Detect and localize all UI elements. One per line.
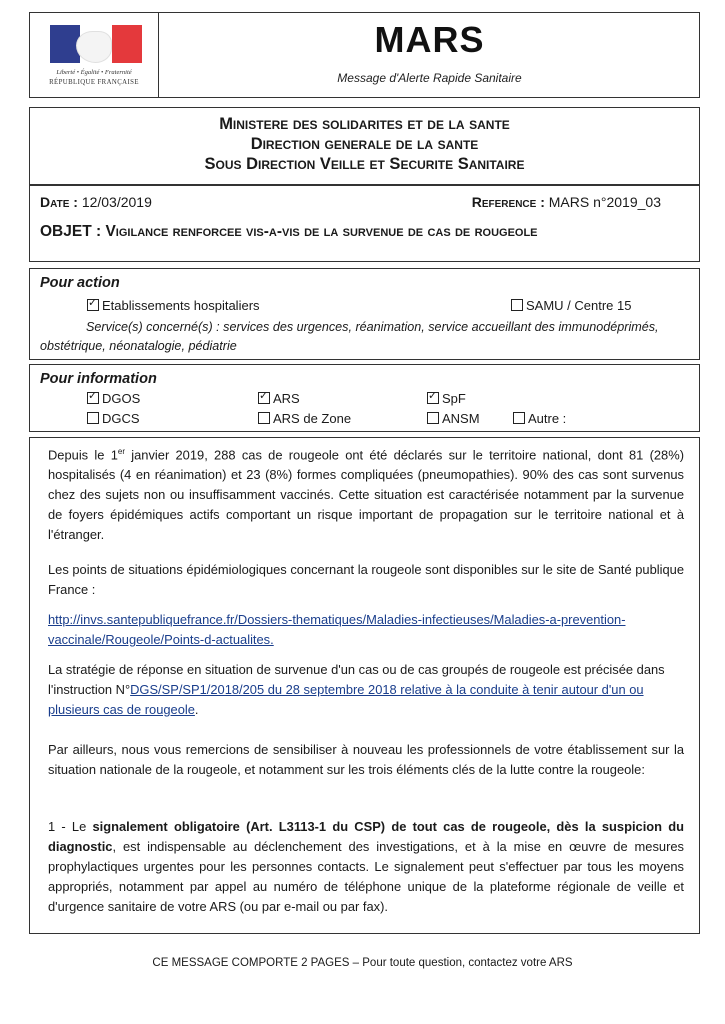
reference-field [472, 194, 661, 210]
checkbox-label: ARS [273, 391, 300, 406]
pour-information-box [29, 364, 700, 432]
paragraph-strategie: La stratégie de réponse en situation de survenue d'un cas ou de cas groupés de rougeole est précisée dans l'instruction N°DGS/SP/SP1/2018/205 du 28 septembre 2018 relative à la conduite à tenir autour d'un ou plusieurs cas de rougeole. [48, 662, 665, 717]
checkbox-checked-icon [87, 392, 99, 404]
objet-label: OBJET : [40, 223, 102, 240]
checkbox-checked-icon [258, 392, 270, 404]
checkbox-unchecked-icon [513, 412, 525, 424]
checkbox-checked-icon [427, 392, 439, 404]
checkbox-autre[interactable] [513, 411, 566, 426]
services-concernes: Service(s) concerné(s) : services des urgences, réanimation, service accueillant des immunodéprimés, obstétrique, néonatalogie, pédiatrie [40, 320, 659, 353]
logo-republic: RÉPUBLIQUE FRANÇAISE [49, 79, 139, 86]
checkbox-ars-zone[interactable] [258, 411, 351, 426]
ministry-box [29, 107, 700, 185]
meta-box [29, 185, 700, 262]
checkbox-unchecked-icon [427, 412, 439, 424]
marianne-logo-icon [50, 25, 142, 63]
paragraph-sensibiliser: Par ailleurs, nous vous remercions de sensibiliser à nouveau les professionnels de votre établissement sur la situation nationale de la rougeole, et notamment sur les trois éléments clés de la lutte contre la rougeole: [48, 742, 684, 777]
paragraph-situation: Depuis le 1er janvier 2019, 288 cas de rougeole ont été déclarés sur le territoire national, dont 81 (28%) hospitalisés (4 en réanimation) et 23 (8%) formes compliquées (pneumopathies). 90% des cas sont survenus chez des sujets non ou insuffisamment vaccinés. Cette situation est caractérisée notamment par la survenue de foyers épidémiques actifs comportant un risque important de propagation sur le territoire national et à l'étranger. [48, 447, 684, 543]
paragraph-signalement: 1 - Le signalement obligatoire (Art. L3113-1 du CSP) de tout cas de rougeole, dès la suspicion du diagnostic, est indispensable au déclenchement des investigations, et à la mise en œuvre de mesures prophylactiques urgentes pour les personnes contacts. Le signalement peut s'effectuer par tous les moyens appropriés, notamment par appel au numéro de téléphone unique de la plateforme régionale de veille et d'urgence sanitaire de votre ARS (ou par e-mail ou par fax). [48, 819, 685, 914]
logo-motto: Liberté • Égalité • Fraternité [56, 69, 132, 76]
objet-value: Vigilance renforcee vis-a-vis de la survenue de cas de rougeole [105, 223, 538, 240]
checkbox-unchecked-icon [258, 412, 270, 424]
checkbox-label: Autre : [528, 411, 567, 426]
checkbox-samu[interactable] [511, 298, 632, 313]
ministry-line-1: Ministere des solidarites et de la sante [219, 115, 510, 133]
date-value: 12/03/2019 [81, 194, 152, 210]
reference-value: MARS n°2019_03 [548, 194, 661, 210]
doc-subtitle: Message d'Alerte Rapide Sanitaire [337, 71, 522, 85]
date-label: Date : [40, 194, 78, 210]
checkbox-spf[interactable] [427, 391, 466, 406]
page-footer: CE MESSAGE COMPORTE 2 PAGES – Pour toute question, contactez votre ARS [152, 957, 573, 969]
checkbox-label: ANSM [442, 411, 480, 426]
message-body-box [29, 437, 700, 934]
checkbox-checked-icon [87, 299, 99, 311]
link-instruction[interactable]: DGS/SP/SP1/2018/205 du 28 septembre 2018 relative à la conduite à tenir autour d'un ou plusieurs cas de rougeole [48, 682, 644, 717]
link-sante-publique-france[interactable]: http://invs.santepubliquefrance.fr/Dossiers-thematiques/Maladies-infectieuses/Maladies-a-prevention-vaccinale/Rougeole/Points-d-actualites. [48, 612, 626, 647]
checkbox-label: ARS de Zone [273, 411, 352, 426]
doc-title: MARS [374, 19, 485, 60]
checkbox-label: SAMU / Centre 15 [526, 298, 632, 313]
checkbox-unchecked-icon [87, 412, 99, 424]
logo-area [30, 13, 159, 97]
checkbox-label: Etablissements hospitaliers [102, 298, 260, 313]
ministry-line-3: Sous Direction Veille et Securite Sanitaire [204, 155, 525, 173]
pour-action-title: Pour action [40, 275, 120, 291]
checkbox-ars[interactable] [258, 391, 300, 406]
pour-information-title: Pour information [40, 371, 157, 387]
checkbox-label: DGCS [102, 411, 140, 426]
objet-field [40, 223, 538, 241]
reference-label: Reference : [471, 194, 545, 210]
header-box [29, 12, 700, 98]
checkbox-label: DGOS [102, 391, 141, 406]
date-field [40, 194, 152, 210]
checkbox-dgos[interactable] [87, 391, 140, 406]
paragraph-points-situation: Les points de situations épidémiologiques concernant la rougeole sont disponibles sur le site de Santé publique France : [48, 562, 684, 597]
checkbox-dgcs[interactable] [87, 411, 140, 426]
checkbox-etablissements[interactable] [87, 298, 260, 313]
checkbox-label: SpF [442, 391, 466, 406]
checkbox-unchecked-icon [511, 299, 523, 311]
checkbox-ansm[interactable] [427, 411, 480, 426]
pour-action-box [29, 268, 700, 360]
ministry-line-2: Direction generale de la sante [250, 135, 479, 153]
